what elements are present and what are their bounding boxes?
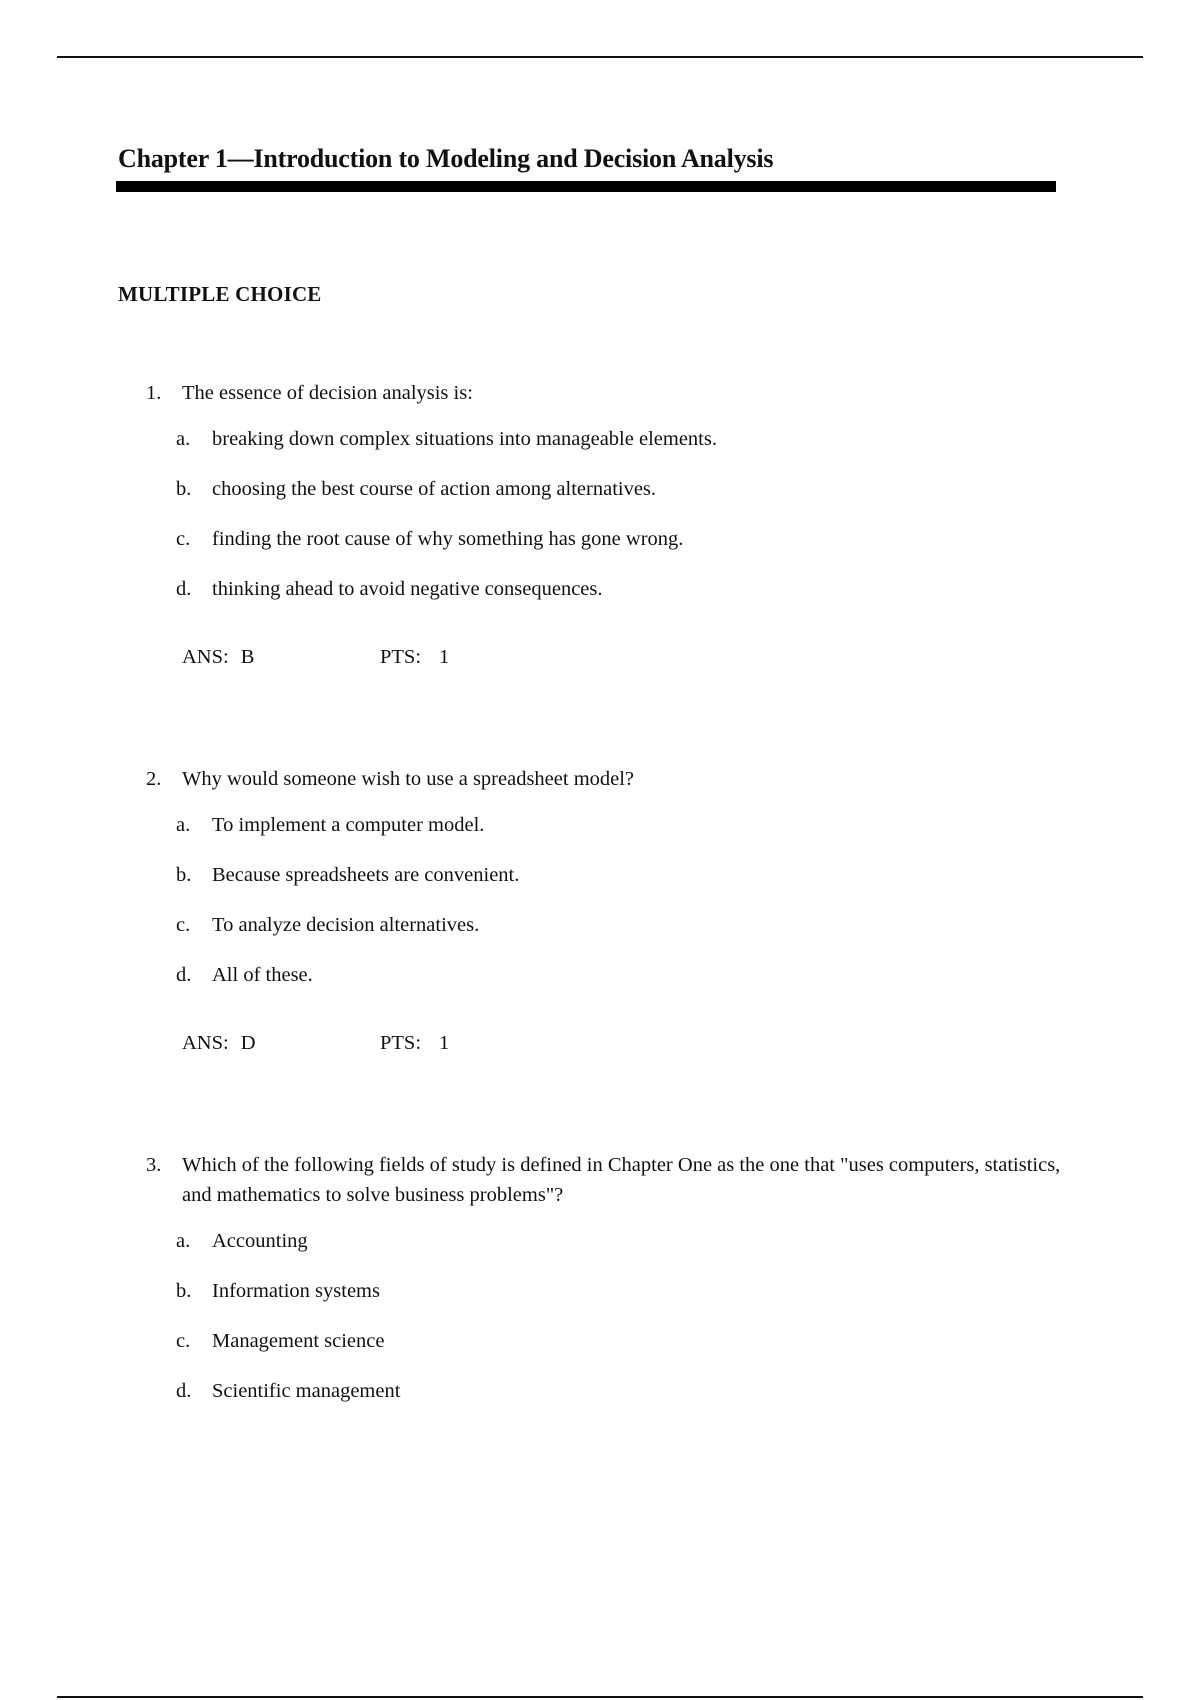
- option-letter: b.: [176, 1280, 192, 1302]
- question-number: 2.: [146, 768, 162, 790]
- option-letter: c.: [176, 914, 191, 936]
- question-text: Why would someone wish to use a spreadsheet model?: [182, 768, 635, 790]
- option-text: breaking down complex situations into manageable elements.: [212, 428, 717, 450]
- top-rule: [57, 56, 1143, 58]
- points-value: 1: [439, 646, 450, 668]
- answer-block: [182, 642, 380, 672]
- option-letter: c.: [176, 1330, 191, 1352]
- option-b: [176, 474, 1066, 504]
- points-value: 1: [439, 1032, 450, 1054]
- option-letter: a.: [176, 1230, 191, 1252]
- chapter-title: Chapter 1—Introduction to Modeling and Decision Analysis: [118, 144, 774, 173]
- option-letter: d.: [176, 1380, 192, 1402]
- answer-options: [176, 810, 1066, 990]
- ans-label: ANS:: [182, 1032, 229, 1054]
- answer-options: [176, 1226, 1066, 1406]
- option-text: Information systems: [212, 1280, 380, 1302]
- pts-label: PTS:: [380, 1032, 422, 1054]
- option-c: [176, 910, 1066, 940]
- option-c: [176, 1326, 1066, 1356]
- points-block: [380, 642, 449, 672]
- option-text: Accounting: [212, 1230, 308, 1252]
- section-heading: MULTIPLE CHOICE: [118, 282, 322, 306]
- bottom-rule: [57, 1696, 1143, 1698]
- option-d: [176, 960, 1066, 990]
- option-a: [176, 424, 1066, 454]
- ans-label: ANS:: [182, 646, 229, 668]
- answer-key-row: [182, 642, 1066, 672]
- question-text: The essence of decision analysis is:: [182, 382, 473, 404]
- option-b: [176, 860, 1066, 890]
- answer-key-row: [182, 1028, 1066, 1058]
- title-underline-bar: [116, 181, 1056, 192]
- points-block: [380, 1028, 449, 1058]
- option-a: [176, 810, 1066, 840]
- question-number: 1.: [146, 382, 162, 404]
- question-2: [146, 764, 1066, 1058]
- option-letter: d.: [176, 578, 192, 600]
- option-letter: a.: [176, 814, 191, 836]
- question-number: 3.: [146, 1154, 162, 1176]
- option-letter: a.: [176, 428, 191, 450]
- question-text: Which of the following fields of study is defined in Chapter One as the one that "uses computers, statistics, and mathematics to solve business problems"?: [182, 1154, 1061, 1206]
- pts-label: PTS:: [380, 646, 422, 668]
- option-text: To analyze decision alternatives.: [212, 914, 480, 936]
- option-text: Management science: [212, 1330, 385, 1352]
- answer-options: [176, 424, 1066, 604]
- option-letter: b.: [176, 478, 192, 500]
- answer-value: D: [240, 1032, 256, 1054]
- option-text: Because spreadsheets are convenient.: [212, 864, 520, 886]
- option-letter: d.: [176, 964, 192, 986]
- option-d: [176, 1376, 1066, 1406]
- option-b: [176, 1276, 1066, 1306]
- answer-value: B: [240, 646, 255, 668]
- option-text: All of these.: [212, 964, 313, 986]
- option-text: choosing the best course of action among alternatives.: [212, 478, 657, 500]
- option-letter: c.: [176, 528, 191, 550]
- answer-block: [182, 1028, 380, 1058]
- question-1: [146, 378, 1066, 672]
- option-text: thinking ahead to avoid negative consequences.: [212, 578, 603, 600]
- option-a: [176, 1226, 1066, 1256]
- option-text: To implement a computer model.: [212, 814, 485, 836]
- option-d: [176, 574, 1066, 604]
- question-3: [146, 1150, 1066, 1426]
- option-c: [176, 524, 1066, 554]
- option-letter: b.: [176, 864, 192, 886]
- option-text: finding the root cause of why something has gone wrong.: [212, 528, 684, 550]
- option-text: Scientific management: [212, 1380, 401, 1402]
